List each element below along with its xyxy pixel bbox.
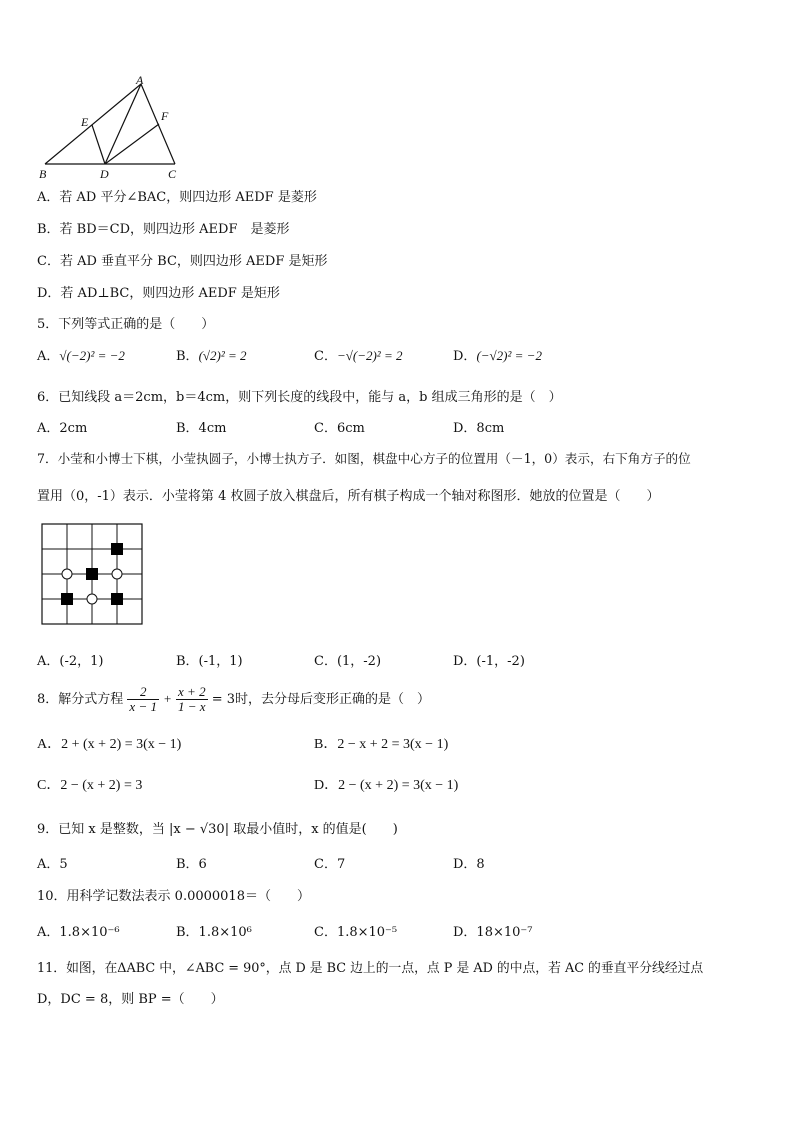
q4-option-c: C．若 AD 垂直平分 BC，则四边形 AEDF 是矩形 <box>37 254 328 269</box>
q6-stem: 6．已知线段 a＝2cm，b＝4cm，则下列长度的线段中，能与 a，b 组成三角形的是（ ） <box>37 390 562 405</box>
q4-option-d: D．若 AD⊥BC，则四边形 AEDF 是矩形 <box>37 286 280 301</box>
q9-option-b: B．6 <box>176 857 207 872</box>
q9-stem: 9．已知 x 是整数，当 |x − √30| 取最小值时，x 的值是( ) <box>37 822 398 837</box>
q10-option-d: D．18×10⁻⁷ <box>453 925 533 940</box>
q6-option-d: D．8cm <box>453 421 505 436</box>
segment-ad <box>105 84 141 164</box>
label-b: B <box>39 167 47 180</box>
q8-option-a: A．2 + (x + 2) = 3(x − 1) <box>37 737 182 752</box>
q7-stem-line2: 置用（0，-1）表示．小莹将第 4 枚圆子放入棋盘后，所有棋子构成一个轴对称图形．她放的位置是（ ） <box>37 489 660 504</box>
square-piece <box>111 593 123 605</box>
triangle-figure <box>35 74 195 180</box>
q8-option-d: D．2 − (x + 2) = 3(x − 1) <box>314 778 459 793</box>
q11-stem-line2: D，DC = 8，则 BP =（ ） <box>37 992 224 1007</box>
label-e: E <box>81 115 89 129</box>
q11-stem-line1: 11．如图，在ΔABC 中，∠ABC = 90°，点 D 是 BC 边上的一点，点 P 是 AD 的中点，若 AC 的垂直平分线经过点 <box>37 961 704 976</box>
q7-option-c: C．(1，-2) <box>314 654 382 669</box>
q8-frac1-numerator: 2 <box>127 685 159 700</box>
q5-option-b <box>176 345 247 364</box>
q9-option-a: A．5 <box>37 857 68 872</box>
q5-a-label: A． <box>37 349 60 364</box>
q8-stem-pre: 8．解分式方程 <box>37 692 124 707</box>
segment-df <box>105 124 159 164</box>
label-a: A <box>136 74 144 87</box>
q8-stem-post: = 3时，去分母后变形正确的是（ ） <box>211 692 431 707</box>
q7-option-b: B．(-1，1) <box>176 654 243 669</box>
q8-fraction-2 <box>176 685 208 714</box>
q5-option-a <box>37 345 125 364</box>
q8-frac1-denominator: x − 1 <box>129 699 157 714</box>
q8-option-b: B．2 − x + 2 = 3(x − 1) <box>314 737 449 752</box>
q4-option-b: B．若 BD＝CD，则四边形 AEDF 是菱形 <box>37 222 290 237</box>
q10-option-a: A．1.8×10⁻⁶ <box>37 925 120 940</box>
square-piece <box>111 543 123 555</box>
q5-b-label: B． <box>176 349 199 364</box>
q8-frac2-denominator: 1 − x <box>178 699 206 714</box>
square-piece <box>61 593 73 605</box>
q8-fraction-1 <box>127 685 159 714</box>
q5-b-expr: (√2)² = 2 <box>198 348 247 363</box>
q8-plus: + <box>163 691 172 706</box>
q7-stem-line1: 7．小莹和小博士下棋，小莹执圆子，小博士执方子．如图，棋盘中心方子的位置用（－1，0）表示，右下角方子的位 <box>37 451 691 466</box>
label-f: F <box>161 109 169 123</box>
circle-piece <box>87 594 97 604</box>
q5-option-d <box>453 345 542 364</box>
q6-option-b: B．4cm <box>176 421 227 436</box>
q9-option-c: C．7 <box>314 857 346 872</box>
q7-option-d: D．(-1，-2) <box>453 654 525 669</box>
side-ab <box>45 84 141 164</box>
q5-a-expr: √(−2)² = −2 <box>59 348 125 363</box>
q6-option-c: C．6cm <box>314 421 365 436</box>
q9-option-d: D．8 <box>453 857 485 872</box>
label-c: C <box>168 167 177 180</box>
q5-d-expr: (−√2)² = −2 <box>476 348 542 363</box>
q5-option-c <box>314 345 402 364</box>
q8-option-c: C．2 − (x + 2) = 3 <box>37 778 143 793</box>
segment-de <box>92 125 105 164</box>
q5-c-expr: −√(−2)² = 2 <box>336 348 403 363</box>
q10-option-b: B．1.8×10⁶ <box>176 925 252 940</box>
q5-stem: 5．下列等式正确的是（ ） <box>37 317 215 332</box>
square-piece <box>86 568 98 580</box>
chess-board <box>40 522 144 626</box>
q7-option-a: A．(-2，1) <box>37 654 104 669</box>
q8-frac2-numerator: x + 2 <box>178 684 206 699</box>
q6-option-a: A．2cm <box>37 421 88 436</box>
q10-option-c: C．1.8×10⁻⁵ <box>314 925 398 940</box>
q4-option-a: A．若 AD 平分∠BAC，则四边形 AEDF 是菱形 <box>37 190 317 205</box>
q5-d-label: D． <box>453 349 477 364</box>
circle-piece <box>62 569 72 579</box>
circle-piece <box>112 569 122 579</box>
label-d: D <box>100 167 109 180</box>
q5-c-label: C． <box>314 349 337 364</box>
q10-stem: 10．用科学记数法表示 0.0000018＝（ ） <box>37 889 310 904</box>
q8-stem <box>37 680 430 719</box>
